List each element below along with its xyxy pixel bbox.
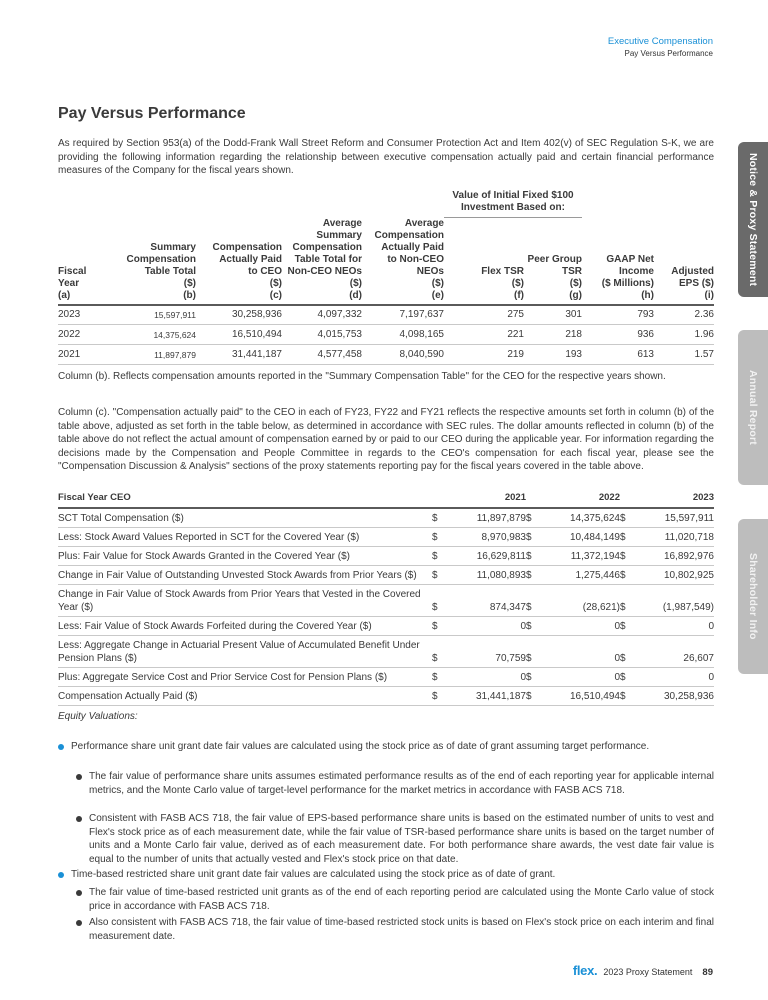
currency-symbol: $ [620,508,632,528]
table-cell: 15,597,911 [632,508,714,528]
column-b-note: Column (b). Reflects compensation amounts reported in the "Summary Compensation Table" for the CEO for the respective years shown. [58,371,666,382]
table-cell: 0 [538,636,620,668]
table-cell: 221 [444,325,524,345]
table-row [58,617,714,636]
table-cell: 4,098,165 [362,325,444,345]
table-cell: 10,484,149 [538,528,620,547]
cap-header-2021: 2021 [432,492,526,508]
table-row [58,325,714,345]
row-label: Change in Fair Value of Outstanding Unvested Stock Awards from Prior Years ($) [58,566,432,585]
pvp-column-header: Average Summary Compensation Table Total for Non-CEO NEOs ($) (d) [287,217,362,301]
table-cell: 874,347 [444,585,526,617]
table-cell: 11,897,879 [124,345,196,365]
sub-bullet-fair-value: The fair value of performance share units assumes estimated performance results as of the end of each reporting year for applicable internal metrics, and the Monte Carlo value of target-level performance for the market metrics in accordance with FASB ACS 718. [58,770,714,797]
tab-shareholder-info[interactable]: Shareholder Info [738,519,768,674]
currency-symbol: $ [620,528,632,547]
sub-bullet-monte-carlo: The fair value of time-based restricted unit grants as of the end of each reporting period are calculated using the Monte Carlo value of stock price in accordance with FASB ACS 718. [58,886,714,913]
table-cell: 0 [444,668,526,687]
currency-symbol: $ [620,566,632,585]
row-label: Plus: Aggregate Service Cost and Prior Service Cost for Pension Plans ($) [58,668,432,687]
row-label: Plus: Fair Value for Stock Awards Granted in the Covered Year ($) [58,547,432,566]
currency-symbol: $ [432,547,444,566]
table-cell: 613 [582,345,654,365]
page-header [608,36,713,58]
row-label: Less: Fair Value of Stock Awards Forfeited during the Covered Year ($) [58,617,432,636]
table-cell: 2023 [58,305,124,325]
table-cell: 219 [444,345,524,365]
pvp-column-header: Flex TSR ($) (f) [481,265,524,301]
table-cell: 0 [632,668,714,687]
pvp-column-header: Peer Group TSR ($) (g) [527,253,582,301]
currency-symbol: $ [432,566,444,585]
tab-notice-proxy-statement[interactable]: Notice & Proxy Statement [738,142,768,297]
row-label: Change in Fair Value of Stock Awards from Prior Years that Vested in the Covered Year ($) [58,585,432,617]
table-cell: 70,759 [444,636,526,668]
intro-paragraph: As required by Section 953(a) of the Dodd-Frank Wall Street Reform and Consumer Protection Act and Item 402(v) of SEC Regulation S-K, we are providing the following information regarding the relationship between executive compensation actually paid and certain financial performance measures of the Company for the fiscal years shown. [58,138,714,176]
currency-symbol: $ [620,547,632,566]
table-cell: 4,015,753 [282,325,362,345]
page-number: 89 [702,967,713,978]
pvp-column-header: Adjusted EPS ($) (i) [671,265,714,301]
table-cell: 8,970,983 [444,528,526,547]
table-cell: 8,040,590 [362,345,444,365]
footer-text: 2023 Proxy Statement [603,967,693,977]
currency-symbol: $ [432,508,444,528]
currency-symbol: $ [432,636,444,668]
column-c-note: Column (c). "Compensation actually paid" to the CEO in each of FY23, FY22 and FY21 reflects the respective amounts set forth in column (b) of the table above, adjusted as set forth in the table below, as determined in accordance with SEC rules. The dollar amounts reflected in column (b) of the table above do not reflect the actual amount of compensation earned by or paid to our CEO during the applicable year. For information regarding the decisions made by the Compensation and People Committee in regards to the CEO's compensation for each fiscal year, please see the "Compensation Discussion & Analysis" sections of the proxy statements reporting pay for the fiscal years covered in the table above. [58,407,714,472]
cap-header-label: Fiscal Year CEO [58,492,432,508]
pvp-column-header: Fiscal Year (a) [58,265,87,301]
bullet-dot-icon [76,816,82,822]
table-cell: 30,258,936 [196,305,282,325]
table-cell: 218 [524,325,582,345]
bullet-dot-icon [58,744,64,750]
table-row [58,687,714,706]
currency-symbol: $ [432,668,444,687]
table-cell: 11,080,893 [444,566,526,585]
table-row [58,528,714,547]
investment-group-header: Value of Initial Fixed $100 Investment Based on: [444,190,582,218]
table-cell: 2.36 [654,305,714,325]
currency-symbol: $ [620,668,632,687]
table-cell: 2021 [58,345,124,365]
currency-symbol: $ [620,687,632,706]
table-cell: 793 [582,305,654,325]
cap-header-2023: 2023 [620,492,714,508]
table-cell: 0 [538,617,620,636]
bullet-dot-icon [76,920,82,926]
section-title: Executive Compensation [607,36,713,47]
bullet-dot-icon [76,774,82,780]
pvp-column-header: Summary Compensation Table Total ($) (b) [126,241,196,301]
table-cell: 1.57 [654,345,714,365]
page-title: Pay Versus Performance [58,105,246,122]
table-row [58,547,714,566]
table-cell: 11,020,718 [632,528,714,547]
table-cell: 31,441,187 [196,345,282,365]
currency-symbol: $ [432,687,444,706]
row-label: Less: Aggregate Change in Actuarial Present Value of Accumulated Benefit Under Pension Plans ($) [58,636,432,668]
page-footer [573,963,713,978]
currency-symbol: $ [620,636,632,668]
table-cell: 0 [538,668,620,687]
table-cell: 16,510,494 [196,325,282,345]
pvp-column-header: Compensation Actually Paid to CEO ($) (c) [212,241,282,301]
row-label: Compensation Actually Paid ($) [58,687,432,706]
table-cell: 16,510,494 [538,687,620,706]
currency-symbol: $ [620,585,632,617]
currency-symbol: $ [620,617,632,636]
equity-valuations-heading: Equity Valuations: [58,711,138,722]
table-row [58,566,714,585]
table-cell: 11,372,194 [538,547,620,566]
currency-symbol: $ [526,547,538,566]
bullet-dot-icon [58,872,64,878]
table-cell: 31,441,187 [444,687,526,706]
table-cell: 11,897,879 [444,508,526,528]
table-cell: 30,258,936 [632,687,714,706]
cap-header-2022: 2022 [526,492,620,508]
currency-symbol: $ [526,687,538,706]
table-cell: 193 [524,345,582,365]
table-cell: 2022 [58,325,124,345]
currency-symbol: $ [432,585,444,617]
currency-symbol: $ [526,508,538,528]
table-cell: 14,375,624 [124,325,196,345]
pay-versus-performance-table [58,190,714,365]
table-cell: 275 [444,305,524,325]
table-cell: 1,275,446 [538,566,620,585]
table-cell: 4,577,458 [282,345,362,365]
row-label: SCT Total Compensation ($) [58,508,432,528]
bullet-time-based-units: Time-based restricted share unit grant date fair values are calculated using the stock price as of date of grant. [58,868,714,882]
table-cell: (28,621) [538,585,620,617]
table-cell: 936 [582,325,654,345]
sub-bullet-eps-tsr: Consistent with FASB ACS 718, the fair value of EPS-based performance share units is based on the estimated number of units to vest and Flex's stock price as of each measurement date, while the fair value of TSR-based performance share units is based on the target number of units and a Monte Carlo fair value, derived as of each measurement date. For both performance share awards, the vest date fair value is equal to the number of units that actually vested and Flex's stock price on that date. [58,812,714,866]
pvp-column-header: GAAP Net Income ($ Millions) (h) [601,253,654,301]
currency-symbol: $ [526,617,538,636]
currency-symbol: $ [432,617,444,636]
table-cell: 15,597,911 [124,305,196,325]
table-cell: 0 [632,617,714,636]
sub-bullet-stock-price: Also consistent with FASB ACS 718, the fair value of time-based restricted stock units is based on Flex's stock price on each interim and final measurement date. [58,916,714,943]
cap-reconciliation-table [58,492,714,706]
currency-symbol: $ [526,636,538,668]
table-row [58,508,714,528]
currency-symbol: $ [526,566,538,585]
table-cell: 4,097,332 [282,305,362,325]
flex-logo: flex. [572,963,598,978]
currency-symbol: $ [526,668,538,687]
table-row [58,636,714,668]
table-cell: 1.96 [654,325,714,345]
bullet-dot-icon [76,890,82,896]
subsection-title: Pay Versus Performance [624,49,713,58]
bullet-performance-units: Performance share unit grant date fair values are calculated using the stock price as of date of grant assuming target performance. [58,740,714,754]
currency-symbol: $ [526,528,538,547]
table-cell: 14,375,624 [538,508,620,528]
table-row [58,345,714,365]
tab-annual-report[interactable]: Annual Report [738,330,768,485]
table-cell: 0 [444,617,526,636]
table-cell: 26,607 [632,636,714,668]
table-cell: 10,802,925 [632,566,714,585]
table-row [58,305,714,325]
table-cell: 301 [524,305,582,325]
table-row [58,668,714,687]
table-cell: 7,197,637 [362,305,444,325]
row-label: Less: Stock Award Values Reported in SCT for the Covered Year ($) [58,528,432,547]
table-row [58,585,714,617]
table-cell: 16,892,976 [632,547,714,566]
table-cell: (1,987,549) [632,585,714,617]
pvp-column-header: Average Compensation Actually Paid to Non-CEO NEOs ($) (e) [374,217,444,301]
table-cell: 16,629,811 [444,547,526,566]
currency-symbol: $ [526,585,538,617]
currency-symbol: $ [432,528,444,547]
